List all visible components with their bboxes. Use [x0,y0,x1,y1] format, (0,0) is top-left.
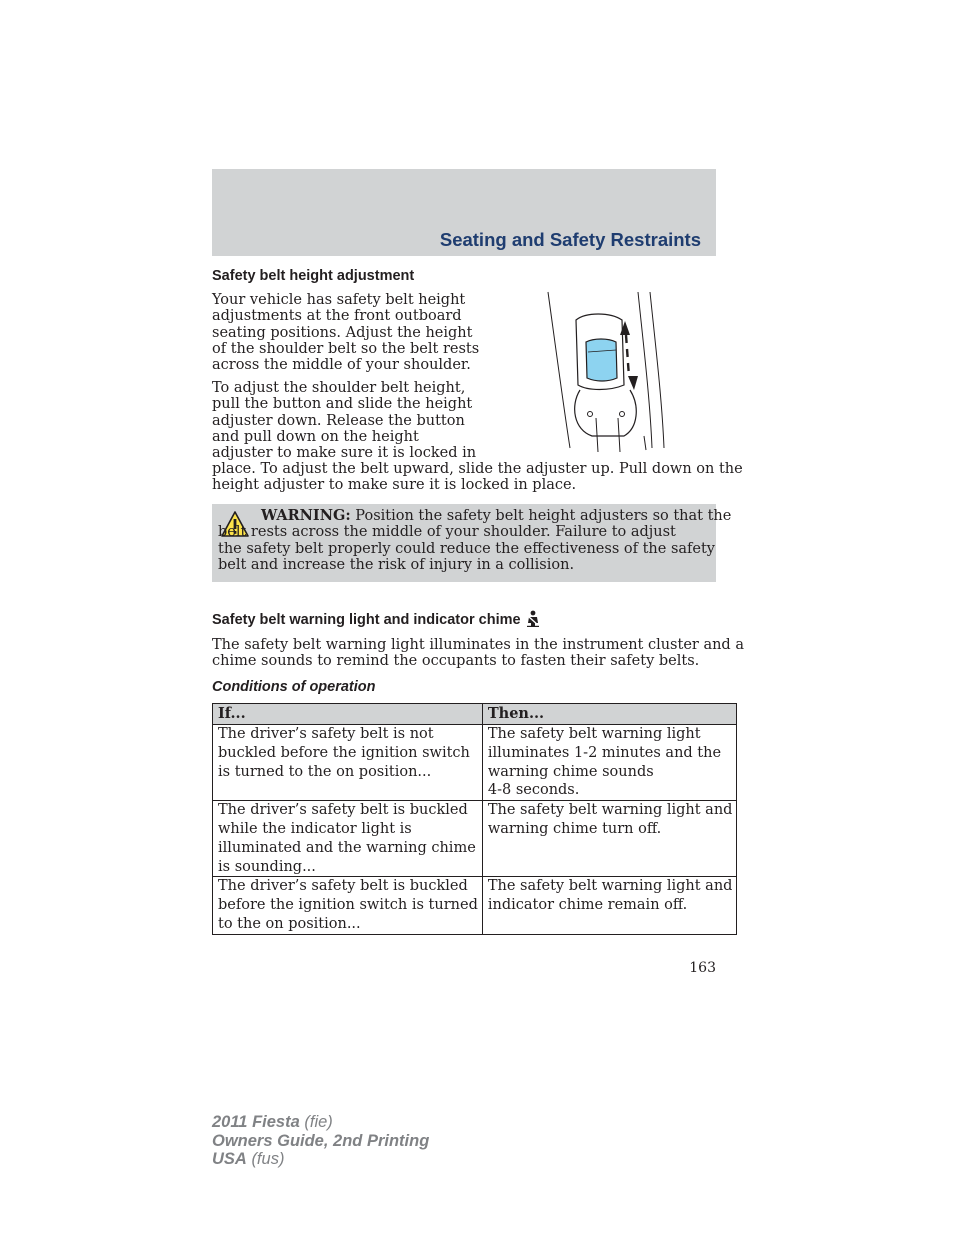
height-adjustment-paragraph-2-continued: place. To adjust the belt upward, slide the adjuster up. Pull down on the height adjuster to make sure it is locked in place. [212,461,743,494]
table-row [213,877,737,934]
table-cell-then: The safety belt warning light and indicator chime remain off. [482,877,737,934]
subheading-conditions: Conditions of operation [212,679,376,695]
chapter-header-band [212,169,716,256]
column-header-then: Then... [482,704,737,725]
warning-label: WARNING: [261,507,351,524]
section-heading-height-adjustment: Safety belt height adjustment [212,268,415,284]
table-header-row [213,704,737,725]
page-number: 163 [689,960,716,976]
table-cell-if: The driver’s safety belt is not buckled before the ignition switch is turned to the on position... [213,725,483,801]
height-adjustment-paragraph-2: To adjust the shoulder belt height, pull the button and slide the height adjuster down. Release the button and pull down on the height adjuster to make sure it is locked in [212,380,477,462]
warning-box [212,504,732,582]
table-row [213,801,737,877]
chapter-title: Seating and Safety Restraints [439,229,701,250]
belt-height-adjuster-illustration [540,290,670,452]
document-footer: 2011 Fiesta (fie) Owners Guide, 2nd Printing USA (fus) [212,1113,430,1168]
height-adjustment-paragraph-1: Your vehicle has safety belt height adjustments at the front outboard seating positions. Adjust the height of the shoulder belt so the belt rests across the middle of your shoulder. [212,292,480,374]
table-cell-if: The driver’s safety belt is buckled while the indicator light is illuminated and the warning chime is sounding... [213,801,483,877]
seatbelt-icon [526,610,540,627]
table-cell-then: The safety belt warning light illuminates 1-2 minutes and the warning chime sounds 4-8 seconds. [482,725,737,801]
conditions-table [212,703,737,935]
warning-light-paragraph: The safety belt warning light illuminates in the instrument cluster and a chime sounds to remind the occupants to fasten their safety belts. [212,637,744,670]
column-header-if: If... [213,704,483,725]
warning-text: WARNING: Position the safety belt height adjusters so that the belt rests across the middle of your shoulder. Failure to adjust the safety belt properly could reduce the effectiveness of the safety belt and increase the risk of injury in a collision. [218,507,732,573]
section-heading-warning-light: Safety belt warning light and indicator chime [212,610,540,628]
table-cell-then: The safety belt warning light and warning chime turn off. [482,801,737,877]
table-cell-if: The driver’s safety belt is buckled before the ignition switch is turned to the on position... [213,877,483,934]
table-row [213,725,737,801]
